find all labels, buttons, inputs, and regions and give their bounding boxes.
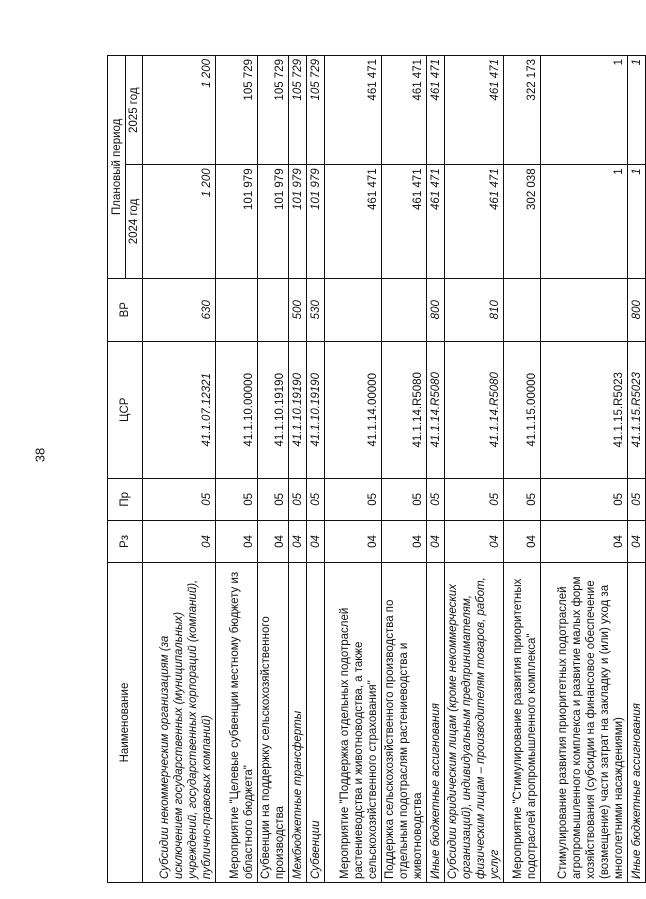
row-2024-cell: 1 200 — [143, 165, 216, 278]
row-2025-cell: 1 — [541, 56, 628, 165]
row-csr-cell: 41.1.15.R5023 — [628, 341, 646, 478]
row-rz-cell: 04 — [325, 520, 382, 562]
row-csr-cell: 41.1.10.19190 — [289, 341, 307, 478]
header-rz: Рз — [108, 520, 143, 562]
row-pr-cell: 05 — [628, 478, 646, 520]
table-row — [289, 56, 307, 883]
row-2025-cell: 461 471 — [382, 56, 427, 165]
row-2024-cell: 101 979 — [216, 165, 258, 278]
row-2025-cell: 461 471 — [427, 56, 445, 165]
table-row — [504, 56, 541, 883]
table-row — [216, 56, 258, 883]
row-2024-cell: 461 471 — [445, 165, 504, 278]
row-2024-cell: 461 471 — [427, 165, 445, 278]
row-pr-cell: 05 — [216, 478, 258, 520]
table-row — [427, 56, 445, 883]
table-row — [325, 56, 382, 883]
row-2025-cell: 1 — [628, 56, 646, 165]
row-vr-cell: 800 — [628, 278, 646, 341]
row-2025-cell: 461 471 — [445, 56, 504, 165]
header-year-2024: 2024 год — [126, 165, 143, 278]
row-name-cell: Мероприятие "Поддержка отдельных подотраслей растениеводства и животноводства, а также сельскохозяйственного страхования" — [325, 563, 382, 883]
row-csr-cell: 41.1.10.00000 — [216, 341, 258, 478]
row-name-cell: Поддержка сельскохозяйственного производства по отдельным подотраслям растениеводства и животноводства — [382, 563, 427, 883]
rotated-table-container — [107, 55, 643, 883]
row-rz-cell: 04 — [258, 520, 289, 562]
row-pr-cell: 05 — [289, 478, 307, 520]
row-2025-cell: 105 729 — [307, 56, 325, 165]
row-name-cell: Межбюджетные трансферты — [289, 563, 307, 883]
row-rz-cell: 04 — [445, 520, 504, 562]
row-2024-cell: 461 471 — [325, 165, 382, 278]
row-vr-cell — [216, 278, 258, 341]
row-rz-cell: 04 — [143, 520, 216, 562]
row-name-cell: Субсидии юридическим лицам (кроме некоммерческих организаций), индивидуальным предпринимателям, физическим лицам – производителям товаров, работ, услуг — [445, 563, 504, 883]
row-vr-cell: 810 — [445, 278, 504, 341]
header-planned-period: Плановый период — [108, 56, 126, 279]
row-name-cell: Мероприятие "Целевые субвенции местному бюджету из областного бюджета" — [216, 563, 258, 883]
row-csr-cell: 41.1.10.19190 — [258, 341, 289, 478]
row-2025-cell: 1 200 — [143, 56, 216, 165]
row-vr-cell: 800 — [427, 278, 445, 341]
table-row — [628, 56, 646, 883]
row-vr-cell — [382, 278, 427, 341]
row-csr-cell: 41.1.15.00000 — [504, 341, 541, 478]
row-rz-cell: 04 — [541, 520, 628, 562]
row-2024-cell: 461 471 — [382, 165, 427, 278]
row-name-cell: Субвенции на поддержку сельскохозяйственного производства — [258, 563, 289, 883]
row-2024-cell: 101 979 — [258, 165, 289, 278]
row-2025-cell: 105 729 — [289, 56, 307, 165]
header-year-2025: 2025 год — [126, 56, 143, 165]
row-name-cell: Иные бюджетные ассигнования — [628, 563, 646, 883]
row-csr-cell: 41.1.14.00000 — [325, 341, 382, 478]
table-row — [445, 56, 504, 883]
row-csr-cell: 41.1.14.R5080 — [382, 341, 427, 478]
row-2025-cell: 322 173 — [504, 56, 541, 165]
row-2025-cell: 105 729 — [216, 56, 258, 165]
row-rz-cell: 04 — [628, 520, 646, 562]
row-2024-cell: 1 — [628, 165, 646, 278]
row-vr-cell — [325, 278, 382, 341]
header-name: Наименование — [108, 563, 143, 883]
row-vr-cell: 500 — [289, 278, 307, 341]
header-csr: ЦСР — [108, 341, 143, 478]
row-csr-cell: 41.1.14.R5080 — [445, 341, 504, 478]
row-rz-cell: 04 — [216, 520, 258, 562]
row-vr-cell — [258, 278, 289, 341]
row-pr-cell: 05 — [382, 478, 427, 520]
table-row — [541, 56, 628, 883]
row-pr-cell: 05 — [325, 478, 382, 520]
table-row — [382, 56, 427, 883]
table-row — [143, 56, 216, 883]
row-2024-cell: 101 979 — [307, 165, 325, 278]
row-name-cell: Субсидии некоммерческим организациям (за исключением государственных (муниципальных) учреждений, государственных корпораций (компаний), публично-правовых компаний) — [143, 563, 216, 883]
row-2024-cell: 1 — [541, 165, 628, 278]
row-vr-cell: 630 — [143, 278, 216, 341]
row-vr-cell: 530 — [307, 278, 325, 341]
row-rz-cell: 04 — [427, 520, 445, 562]
row-pr-cell: 05 — [504, 478, 541, 520]
row-rz-cell: 04 — [289, 520, 307, 562]
row-name-cell: Субвенции — [307, 563, 325, 883]
row-pr-cell: 05 — [143, 478, 216, 520]
table-body — [143, 56, 646, 883]
header-vr: ВР — [108, 278, 143, 341]
row-csr-cell: 41.1.10.19190 — [307, 341, 325, 478]
row-2024-cell: 302 038 — [504, 165, 541, 278]
row-pr-cell: 05 — [258, 478, 289, 520]
row-pr-cell: 05 — [541, 478, 628, 520]
row-rz-cell: 04 — [382, 520, 427, 562]
header-pr: Пр — [108, 478, 143, 520]
row-pr-cell: 05 — [445, 478, 504, 520]
row-name-cell: Мероприятие "Стимулирование развития приоритетных подотраслей агропромышленного комплекса" — [504, 563, 541, 883]
row-2025-cell: 461 471 — [325, 56, 382, 165]
table-header — [108, 56, 143, 883]
row-rz-cell: 04 — [307, 520, 325, 562]
row-csr-cell: 41.1.07.12321 — [143, 341, 216, 478]
budget-table — [107, 55, 646, 883]
row-pr-cell: 05 — [427, 478, 445, 520]
table-row — [258, 56, 289, 883]
row-csr-cell: 41.1.14.R5080 — [427, 341, 445, 478]
table-row — [307, 56, 325, 883]
row-csr-cell: 41.1.15.R5023 — [541, 341, 628, 478]
row-rz-cell: 04 — [504, 520, 541, 562]
row-2024-cell: 101 979 — [289, 165, 307, 278]
row-name-cell: Стимулирование развития приоритетных подотраслей агропромышленного комплекса и развитие малых форм хозяйствования (субсидии на финансовое обеспечение (возмещение) части затрат на закладку и (или) уход за многолетними насаждениями) — [541, 563, 628, 883]
row-name-cell: Иные бюджетные ассигнования — [427, 563, 445, 883]
page-number: 38 — [32, 447, 48, 463]
row-pr-cell: 05 — [307, 478, 325, 520]
row-vr-cell — [541, 278, 628, 341]
row-2025-cell: 105 729 — [258, 56, 289, 165]
row-vr-cell — [504, 278, 541, 341]
